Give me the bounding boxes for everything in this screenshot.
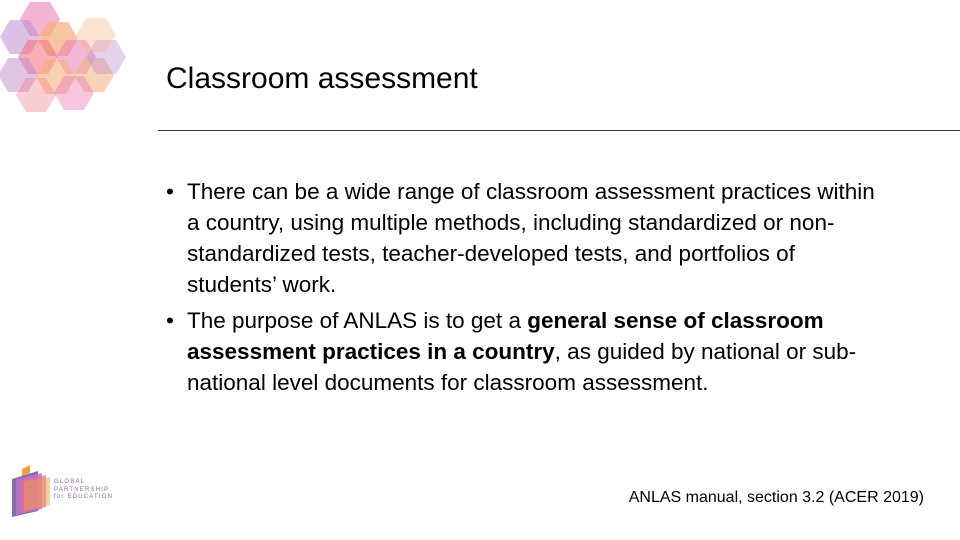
citation: ANLAS manual, section 3.2 (ACER 2019)	[628, 489, 924, 506]
title-divider	[158, 130, 960, 131]
slide-title: Classroom assessment	[166, 62, 478, 95]
bullet-text: There can be a wide range of classroom assessment practices within a country, using multiple methods, including standardized or non-standardized tests, teacher-developed tests, and portfolios of students’ work.	[187, 179, 875, 297]
gpe-book-logo-icon	[8, 465, 52, 517]
bullet-text-bold: general sense of classroom assessment practices in a country	[187, 308, 824, 364]
logo-line: for EDUCATION	[54, 494, 114, 500]
logo-line: PARTNERSHIP	[54, 486, 110, 493]
bullet-list	[166, 176, 886, 403]
bullet-item	[166, 176, 886, 300]
gpe-logo-text	[54, 479, 113, 502]
bullet-item	[166, 305, 886, 398]
gpe-logo	[8, 465, 118, 517]
hexagon-pattern-icon	[0, 0, 130, 115]
bullet-text-before: The purpose of ANLAS is to get a	[187, 308, 528, 333]
logo-line: GLOBAL	[54, 479, 86, 485]
bullet-text-after: , as guided by national or sub-national level documents for classroom assessment.	[187, 339, 857, 395]
